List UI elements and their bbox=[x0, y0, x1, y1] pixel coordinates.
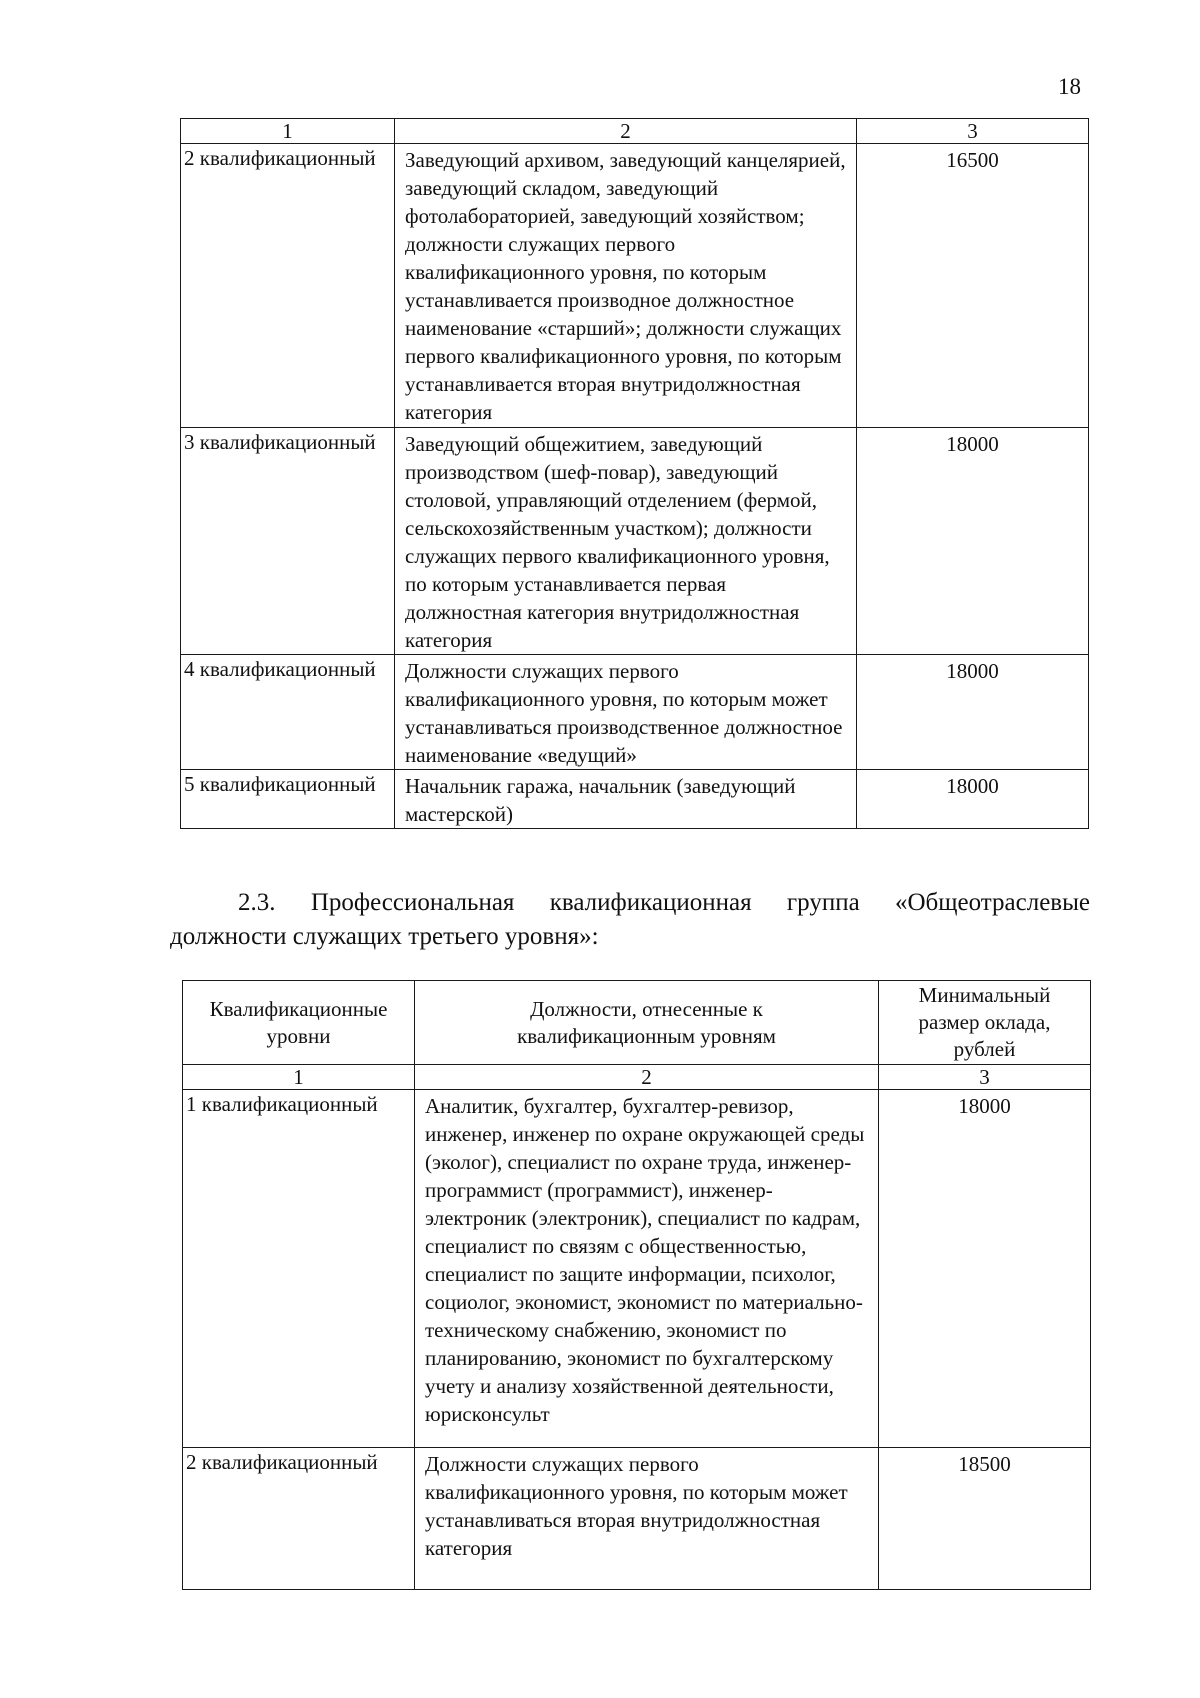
qualification-level-cell: 2 квалификационный bbox=[183, 1448, 415, 1590]
header-levels: Квалификационные уровни bbox=[183, 981, 415, 1065]
qualification-level-cell: 5 квалификационный bbox=[181, 770, 395, 829]
column-number: 2 bbox=[415, 1065, 879, 1090]
salary-cell: 16500 bbox=[857, 144, 1089, 428]
positions-cell: Должности служащих первого квалификационного уровня, по которым может устанавливаться производственное должностное наименование «ведущий» bbox=[395, 655, 857, 770]
page-number: 18 bbox=[1058, 74, 1081, 99]
positions-cell: Заведующий архивом, заведующий канцелярией, заведующий складом, заведующий фотолабораторией, заведующий хозяйством; должности служащих первого квалификационного уровня, по которым устанавливается производное должностное наименование «старший»; должности служащих первого квалификационного уровня, по которым устанавливается вторая внутридолжностная категория bbox=[395, 144, 857, 428]
qualification-level-cell: 3 квалификационный bbox=[181, 428, 395, 655]
table-header-row bbox=[183, 981, 1091, 1065]
column-number: 3 bbox=[857, 119, 1089, 144]
table-qualification-levels-second-group bbox=[180, 118, 1089, 829]
column-number: 1 bbox=[181, 119, 395, 144]
positions-cell: Аналитик, бухгалтер, бухгалтер-ревизор, инженер, инженер по охране окружающей среды (эколог), специалист по охране труда, инженер-программист (программист), инженер-электроник (электроник), специалист по кадрам, специалист по связям с общественностью, специалист по защите информации, психолог, социолог, экономист, экономист по материально-техническому снабжению, экономист по планированию, экономист по бухгалтерскому учету и анализу хозяйственной деятельности, юрисконсульт bbox=[415, 1090, 879, 1448]
table-row bbox=[181, 144, 1089, 428]
positions-cell: Начальник гаража, начальник (заведующий мастерской) bbox=[395, 770, 857, 829]
table-row bbox=[181, 770, 1089, 829]
salary-cell: 18000 bbox=[879, 1090, 1091, 1448]
column-number: 3 bbox=[879, 1065, 1091, 1090]
salary-cell: 18500 bbox=[879, 1448, 1091, 1590]
positions-cell: Должности служащих первого квалификационного уровня, по которым может устанавливаться вторая внутридолжностная категория bbox=[415, 1448, 879, 1590]
column-number: 1 bbox=[183, 1065, 415, 1090]
header-salary: Минимальный размер оклада, рублей bbox=[879, 981, 1091, 1065]
salary-cell: 18000 bbox=[857, 770, 1089, 829]
table-row bbox=[181, 655, 1089, 770]
positions-cell: Заведующий общежитием, заведующий производством (шеф-повар), заведующий столовой, управляющий отделением (фермой, сельскохозяйственным участком); должности служащих первого квалификационного уровня, по которым устанавливается первая должностная категория внутридолжностная категория bbox=[395, 428, 857, 655]
table-row bbox=[183, 1448, 1091, 1590]
qualification-level-cell: 2 квалификационный bbox=[181, 144, 395, 428]
table-column-numbers-row bbox=[181, 119, 1089, 144]
table-row bbox=[181, 428, 1089, 655]
qualification-level-cell: 4 квалификационный bbox=[181, 655, 395, 770]
table-column-numbers-row bbox=[183, 1065, 1091, 1090]
table-row bbox=[183, 1090, 1091, 1448]
column-number: 2 bbox=[395, 119, 857, 144]
salary-cell: 18000 bbox=[857, 655, 1089, 770]
table-qualification-levels-third-group bbox=[182, 980, 1091, 1590]
header-positions: Должности, отнесенные к квалификационным уровням bbox=[415, 981, 879, 1065]
salary-cell: 18000 bbox=[857, 428, 1089, 655]
section-heading: 2.3. Профессиональная квалификационная группа «Общеотраслевые должности служащих третьего уровня»: bbox=[170, 889, 1090, 950]
qualification-level-cell: 1 квалификационный bbox=[183, 1090, 415, 1448]
